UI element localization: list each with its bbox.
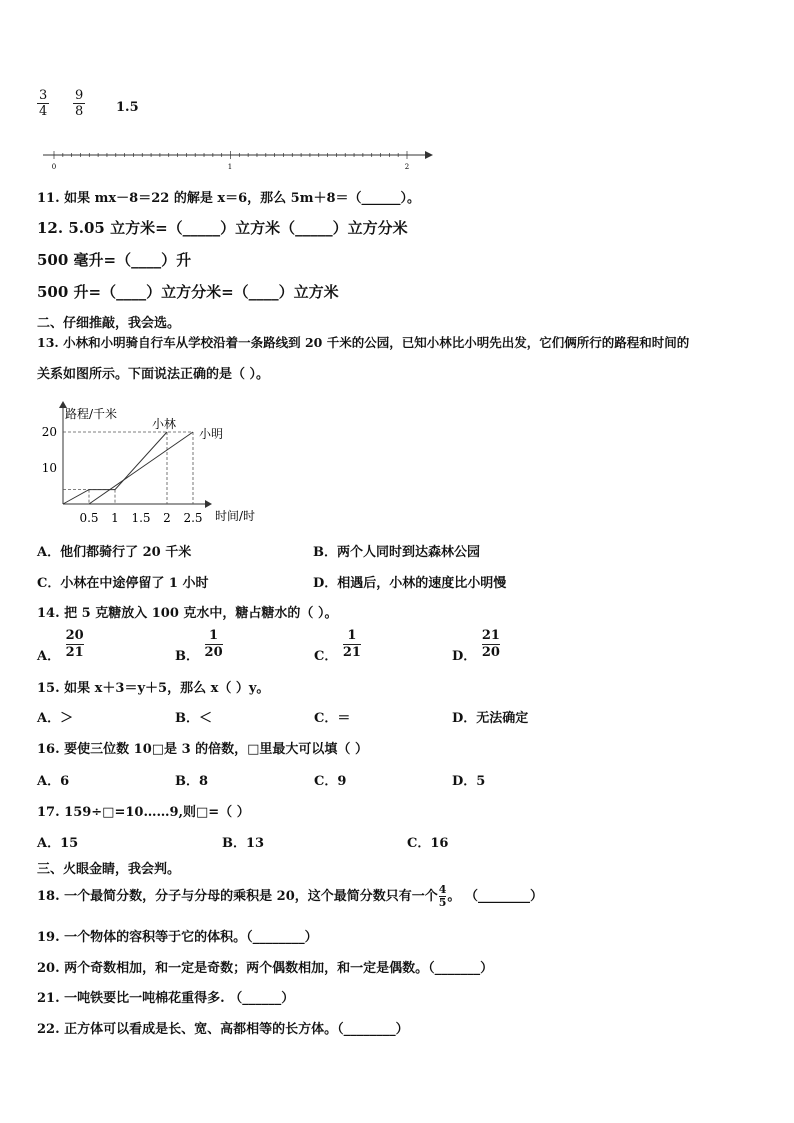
x-tick-label: 1 <box>111 511 119 525</box>
y-tick-label: 10 <box>41 461 57 475</box>
denominator: 5 <box>438 896 447 909</box>
q16-option-c[interactable]: C．9 <box>314 774 347 789</box>
question-15: 15. 如果 x＋3＝y＋5，那么 x（ ）y。 <box>37 681 270 696</box>
q13-option-a[interactable]: A．他们都骑行了 20 千米 <box>37 545 192 560</box>
q16-option-d[interactable]: D．5 <box>452 774 486 789</box>
series-label: 小林 <box>152 417 177 431</box>
tick-label: 0 <box>51 163 57 171</box>
tick-label: 2 <box>404 163 410 171</box>
question-22: 22. 正方体可以看成是长、宽、高都相等的长方体。（________） <box>37 1022 409 1037</box>
denominator: 21 <box>342 645 361 660</box>
q15-option-a[interactable]: A．＞ <box>37 711 74 726</box>
fraction-three-quarters <box>37 88 49 119</box>
y-axis-label: 路程/千米 <box>65 407 118 421</box>
x-tick-label: 2.5 <box>183 511 203 525</box>
denominator: 20 <box>204 645 223 660</box>
question-17: 17. 159÷□=10……9,则□=（ ） <box>37 805 250 820</box>
numerator: 9 <box>75 88 84 103</box>
denominator: 4 <box>39 104 48 119</box>
q17-option-a[interactable]: A．15 <box>37 836 79 851</box>
question-13-line2: 关系如图所示。下面说法正确的是（ ）。 <box>37 367 270 382</box>
question-21: 21. 一吨铁要比一吨棉花重得多. （______） <box>37 991 295 1006</box>
denominator: 21 <box>65 645 84 660</box>
x-tick-label: 1.5 <box>131 511 151 525</box>
decimal-value: 1.5 <box>116 100 139 115</box>
q16-option-b[interactable]: B．8 <box>175 774 209 789</box>
question-19: 19. 一个物体的容积等于它的体积。（________） <box>37 930 318 945</box>
fraction-nine-eighths <box>73 88 85 119</box>
numerator: 3 <box>39 88 48 103</box>
question-18 <box>37 884 543 909</box>
question-11: 11. 如果 mx－8＝22 的解是 x＝6，那么 5m＋8＝（______）。 <box>37 191 421 206</box>
q16-option-a[interactable]: A．6 <box>37 774 70 789</box>
x-axis-label: 时间/时 <box>215 509 256 523</box>
numerator: 21 <box>481 628 500 643</box>
option-fraction <box>343 628 361 661</box>
denominator: 8 <box>75 104 84 119</box>
option-label: D． <box>452 649 477 664</box>
q15-option-c[interactable]: C．＝ <box>314 711 351 726</box>
q14-option-b[interactable] <box>175 628 224 664</box>
question-12c: 500 升=（____）立方分米=（____）立方米 <box>37 283 339 301</box>
q17-option-c[interactable]: C．16 <box>407 836 449 851</box>
numerator: 1 <box>347 628 357 643</box>
series-line-1 <box>89 432 193 504</box>
q13-option-d[interactable]: D．相遇后，小林的速度比小明慢 <box>313 576 507 591</box>
section-3-heading: 三、火眼金睛，我会判。 <box>37 862 181 877</box>
distance-time-chart <box>35 400 275 530</box>
numerator: 1 <box>209 628 219 643</box>
q14-option-a[interactable] <box>37 628 85 664</box>
fraction-four-fifths <box>439 884 447 909</box>
question-14: 14. 把 5 克糖放入 100 克水中，糖占糖水的（ ）。 <box>37 606 338 621</box>
section-2-heading: 二、仔细推敲，我会选。 <box>37 316 181 331</box>
question-20: 20. 两个奇数相加，和一定是奇数；两个偶数相加，和一定是偶数。（_______） <box>37 961 494 976</box>
x-axis-arrow <box>205 500 212 508</box>
numerator: 20 <box>65 628 84 643</box>
option-label: C． <box>314 649 338 664</box>
question-18-text: 18. 一个最简分数，分子与分母的乘积是 20，这个最简分数只有一个 <box>37 889 438 904</box>
series-label: 小明 <box>199 427 224 441</box>
question-12a: 12. 5.05 立方米=（_____）立方米（_____）立方分米 <box>37 219 408 237</box>
number-line <box>40 145 440 175</box>
x-tick-label: 2 <box>163 511 171 525</box>
q15-option-d[interactable]: D．无法确定 <box>452 711 529 726</box>
x-tick-label: 0.5 <box>79 511 99 525</box>
q17-option-b[interactable]: B．13 <box>222 836 265 851</box>
question-16: 16. 要使三位数 10□是 3 的倍数，□里最大可以填（ ） <box>37 742 368 757</box>
option-label: A． <box>37 649 61 664</box>
q14-option-d[interactable] <box>452 628 501 664</box>
tick-label: 1 <box>227 163 233 171</box>
y-tick-label: 20 <box>41 425 57 439</box>
option-fraction <box>205 628 223 661</box>
option-fraction <box>482 628 500 661</box>
q13-option-c[interactable]: C．小林在中途停留了 1 小时 <box>37 576 209 591</box>
question-18-blank[interactable]: 。 （________） <box>447 889 543 904</box>
option-fraction <box>66 628 84 661</box>
q14-option-c[interactable] <box>314 628 362 664</box>
question-13-line1: 13. 小林和小明骑自行车从学校沿着一条路线到 20 千米的公园，已知小林比小明先出发，它们俩所行的路程和时间的 <box>37 335 690 350</box>
question-12b: 500 毫升=（____）升 <box>37 251 192 269</box>
option-label: B． <box>175 649 199 664</box>
denominator: 20 <box>481 645 500 660</box>
q15-option-b[interactable]: B．＜ <box>175 711 212 726</box>
numerator: 4 <box>438 883 447 896</box>
series-line-0 <box>63 432 167 504</box>
q13-option-b[interactable]: B．两个人同时到达森林公园 <box>313 545 480 560</box>
